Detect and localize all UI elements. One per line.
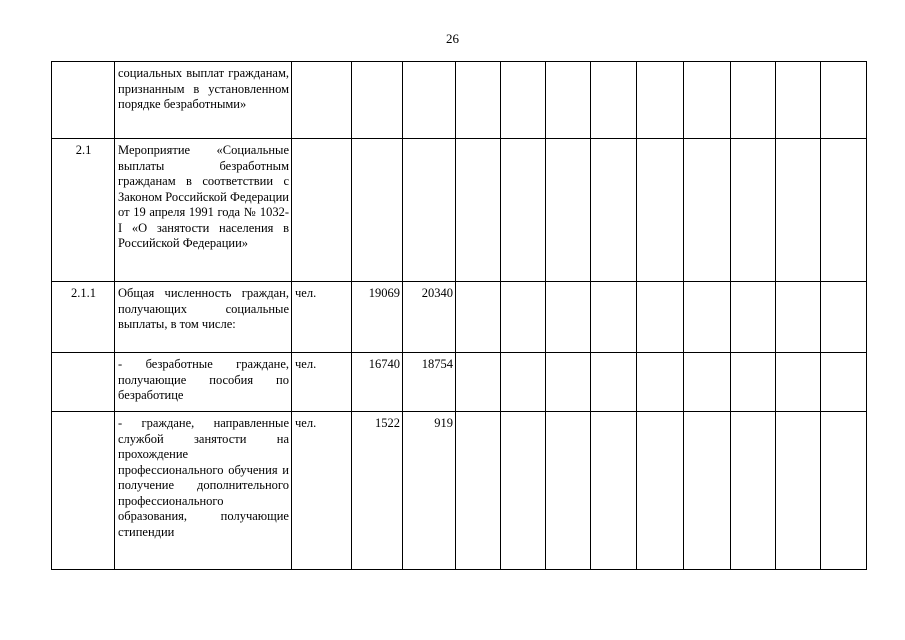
empty-cell: [821, 139, 867, 282]
row-unit: чел.: [292, 353, 352, 412]
empty-cell: [731, 139, 776, 282]
table-row: [52, 139, 867, 282]
indicators-table: [51, 61, 867, 570]
empty-cell: [501, 139, 546, 282]
row-unit: [292, 62, 352, 139]
row-number: [52, 412, 115, 570]
empty-cell: [731, 353, 776, 412]
empty-cell: [776, 353, 821, 412]
empty-cell: [501, 353, 546, 412]
row-unit: [292, 139, 352, 282]
row-value-1: 19069: [352, 282, 403, 353]
row-unit: чел.: [292, 412, 352, 570]
table-row: [52, 282, 867, 353]
empty-cell: [591, 412, 637, 570]
empty-cell: [591, 139, 637, 282]
row-number: 2.1.1: [52, 282, 115, 353]
empty-cell: [776, 282, 821, 353]
row-value-1: 1522: [352, 412, 403, 570]
empty-cell: [501, 412, 546, 570]
row-value-2: [403, 139, 456, 282]
row-value-2: 919: [403, 412, 456, 570]
row-description: Мероприятие «Социальные выплаты безработным гражданам в соответствии с Законом Российской Федерации от 19 апреля 1991 года № 1032-I «О занятости населения в Российской Федерации»: [115, 139, 292, 282]
empty-cell: [684, 139, 731, 282]
empty-cell: [731, 282, 776, 353]
empty-cell: [731, 62, 776, 139]
empty-cell: [456, 412, 501, 570]
empty-cell: [821, 62, 867, 139]
empty-cell: [591, 282, 637, 353]
empty-cell: [684, 412, 731, 570]
empty-cell: [501, 282, 546, 353]
empty-cell: [456, 139, 501, 282]
empty-cell: [456, 282, 501, 353]
empty-cell: [821, 412, 867, 570]
row-number: [52, 353, 115, 412]
empty-cell: [637, 282, 684, 353]
row-value-1: [352, 139, 403, 282]
empty-cell: [637, 139, 684, 282]
row-description: социальных выплат гражданам, признанным в установленном порядке безработными»: [115, 62, 292, 139]
empty-cell: [546, 412, 591, 570]
empty-cell: [684, 62, 731, 139]
empty-cell: [546, 139, 591, 282]
row-value-2: 18754: [403, 353, 456, 412]
empty-cell: [731, 412, 776, 570]
table-row: [52, 412, 867, 570]
empty-cell: [456, 353, 501, 412]
empty-cell: [776, 412, 821, 570]
empty-cell: [776, 139, 821, 282]
empty-cell: [546, 282, 591, 353]
empty-cell: [684, 282, 731, 353]
empty-cell: [821, 353, 867, 412]
page-number: 26: [446, 31, 459, 46]
row-value-2: [403, 62, 456, 139]
table-row: [52, 62, 867, 139]
empty-cell: [684, 353, 731, 412]
row-unit: чел.: [292, 282, 352, 353]
table-row: [52, 353, 867, 412]
row-value-1: 16740: [352, 353, 403, 412]
empty-cell: [776, 62, 821, 139]
empty-cell: [501, 62, 546, 139]
empty-cell: [637, 412, 684, 570]
empty-cell: [637, 62, 684, 139]
row-value-1: [352, 62, 403, 139]
row-number: [52, 62, 115, 139]
row-number: 2.1: [52, 139, 115, 282]
row-description: Общая численность граждан, получающих социальные выплаты, в том числе:: [115, 282, 292, 353]
empty-cell: [546, 62, 591, 139]
empty-cell: [821, 282, 867, 353]
empty-cell: [591, 62, 637, 139]
row-value-2: 20340: [403, 282, 456, 353]
row-description: - граждане, направленные службой занятости на прохождение профессионального обучения и получение дополнительного профессионального образования, получающие стипендии: [115, 412, 292, 570]
empty-cell: [591, 353, 637, 412]
empty-cell: [637, 353, 684, 412]
empty-cell: [546, 353, 591, 412]
row-description: - безработные граждане, получающие пособия по безработице: [115, 353, 292, 412]
empty-cell: [456, 62, 501, 139]
